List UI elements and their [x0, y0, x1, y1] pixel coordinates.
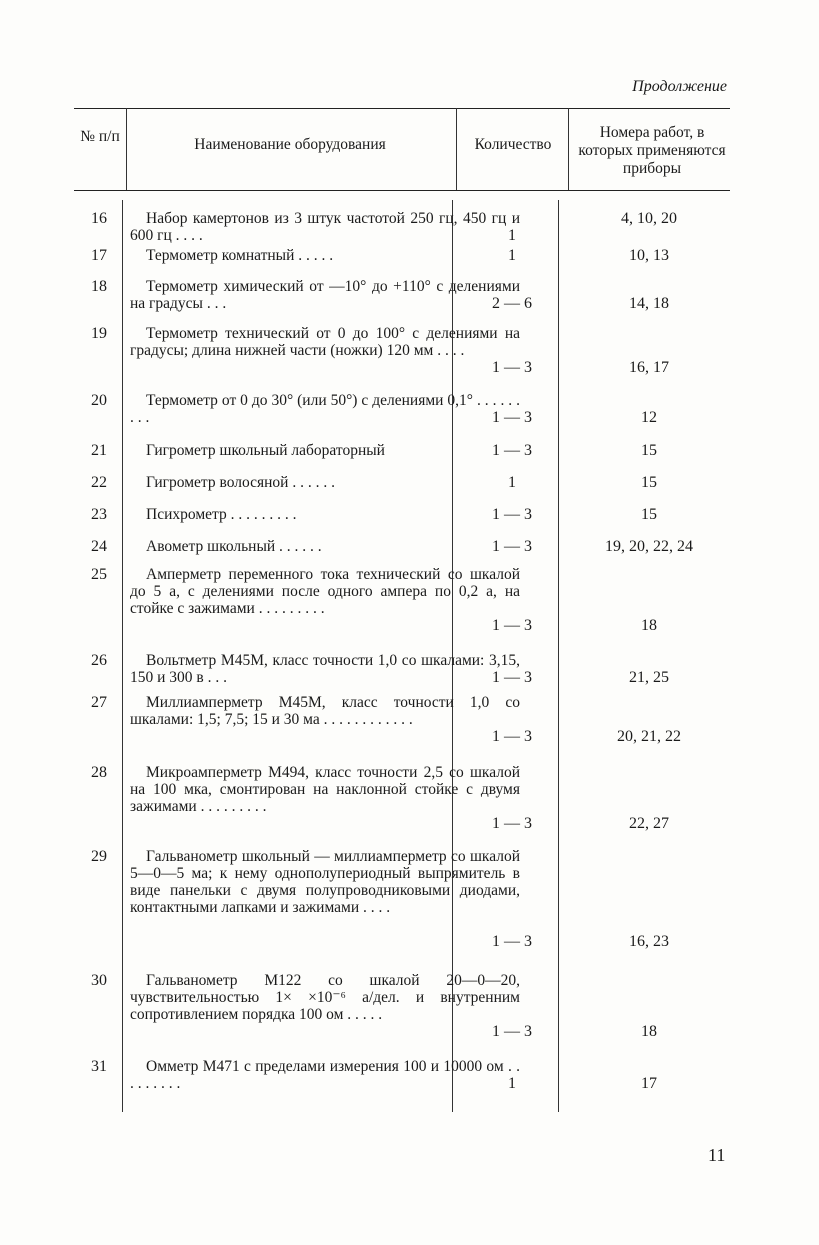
equipment-name — [130, 848, 520, 916]
header-qty: Количество — [474, 136, 552, 153]
header-divider-1 — [126, 108, 127, 190]
row-number: 19 — [91, 325, 107, 342]
work-numbers: 19, 20, 22, 24 — [605, 538, 693, 555]
equipment-name-text: Термометр комнатный . . . . . — [146, 247, 334, 264]
equipment-name-text: Термометр от 0 до 30° (или 50°) с делениями 0,1° . . . . . . . . . — [130, 392, 520, 426]
equipment-name-text: Гальванометр М122 со шкалой 20—0—20, чувствительностью 1× ×10⁻⁶ а/дел. и внутренним сопротивлением порядка 100 ом . . . . . — [130, 972, 520, 1023]
table-top-rule — [74, 108, 730, 109]
work-numbers: 18 — [641, 1023, 657, 1040]
work-numbers: 16, 23 — [629, 933, 669, 950]
row-number: 16 — [91, 210, 107, 227]
work-numbers: 15 — [641, 506, 657, 523]
equipment-name-text: Вольтметр М45М, класс точности 1,0 со шкалами: 3,15, 150 и 300 в . . . — [130, 652, 520, 686]
row-number: 24 — [91, 538, 107, 555]
quantity: 1 — 3 — [492, 669, 532, 686]
header-bottom-rule — [74, 190, 730, 191]
equipment-name-text: Психрометр . . . . . . . . . — [146, 506, 297, 523]
row-number: 26 — [91, 652, 107, 669]
equipment-name-text: Гигрометр школьный лабораторный — [146, 442, 385, 459]
equipment-name-text: Омметр М471 с пределами измерения 100 и 10000 ом . . . . . . . . . — [130, 1058, 520, 1092]
quantity: 1 — 3 — [492, 506, 532, 523]
work-numbers: 18 — [641, 617, 657, 634]
quantity: 1 — 3 — [492, 933, 532, 950]
equipment-name — [130, 325, 520, 359]
row-number: 27 — [91, 694, 107, 711]
work-numbers: 12 — [641, 409, 657, 426]
quantity: 1 — [508, 1075, 516, 1092]
quantity: 1 — 3 — [492, 617, 532, 634]
equipment-name — [130, 694, 520, 728]
header-name: Наименование оборудования — [194, 136, 386, 153]
equipment-name-text: Гигрометр волосяной . . . . . . — [146, 474, 335, 491]
header-num: № п/п — [80, 128, 120, 145]
quantity: 1 — 3 — [492, 442, 532, 459]
equipment-name-text: Термометр химический от —10° до +110° с делениями на градусы . . . — [130, 278, 520, 312]
quantity: 1 — 3 — [492, 728, 532, 745]
equipment-name — [130, 566, 520, 617]
work-numbers: 16, 17 — [629, 359, 669, 376]
continuation-label: Продолжение — [632, 78, 727, 95]
row-number: 29 — [91, 848, 107, 865]
quantity: 1 — 3 — [492, 815, 532, 832]
header-divider-2 — [456, 108, 457, 190]
work-numbers: 22, 27 — [629, 815, 669, 832]
work-numbers: 14, 18 — [629, 295, 669, 312]
equipment-name-text: Авометр школьный . . . . . . — [146, 538, 322, 555]
quantity: 1 — [508, 247, 516, 264]
work-numbers: 21, 25 — [629, 669, 669, 686]
equipment-name-text: Гальванометр школьный — миллиамперметр со шкалой 5—0—5 ма; к нему однополупериодный выпрямитель в виде панельки с двумя полупроводниковыми диодами, контактными лапками и зажимами . . . . — [130, 848, 520, 916]
work-numbers: 15 — [641, 474, 657, 491]
work-numbers: 10, 13 — [629, 247, 669, 264]
work-numbers: 17 — [641, 1075, 657, 1092]
work-numbers: 4, 10, 20 — [621, 210, 677, 227]
equipment-name-text: Миллиамперметр М45М, класс точности 1,0 со шкалами: 1,5; 7,5; 15 и 30 ма . . . . . . . . . . . . — [130, 694, 520, 728]
row-number: 18 — [91, 278, 107, 295]
equipment-name-text: Термометр технический от 0 до 100° с делениями на градусы; длина нижней части (ножки) 120 мм . . . . — [130, 325, 520, 359]
column-divider-3 — [558, 200, 559, 1112]
equipment-name — [130, 764, 520, 815]
row-number: 28 — [91, 764, 107, 781]
page-number: 11 — [708, 1145, 726, 1165]
row-number: 25 — [91, 566, 107, 583]
quantity: 2 — 6 — [492, 295, 532, 312]
work-numbers: 15 — [641, 442, 657, 459]
quantity: 1 — 3 — [492, 409, 532, 426]
quantity: 1 — 3 — [492, 538, 532, 555]
equipment-name-text: Микроамперметр М494, класс точности 2,5 со шкалой на 100 мка, смонтирован на наклонной стойке с двумя зажимами . . . . . . . . . — [130, 764, 520, 815]
quantity: 1 — [508, 227, 516, 244]
equipment-name-text: Амперметр переменного тока технический со шкалой до 5 а, с делениями после одного ампера по 0,2 а, на стойке с зажимами . . . . . . . . . — [130, 566, 520, 617]
row-number: 20 — [91, 392, 107, 409]
quantity: 1 — 3 — [492, 1023, 532, 1040]
row-number: 21 — [91, 442, 107, 459]
row-number: 17 — [91, 247, 107, 264]
row-number: 23 — [91, 506, 107, 523]
equipment-name — [130, 972, 520, 1023]
row-number: 22 — [91, 474, 107, 491]
row-number: 31 — [91, 1058, 107, 1075]
row-number: 30 — [91, 972, 107, 989]
quantity: 1 — [508, 474, 516, 491]
work-numbers: 20, 21, 22 — [617, 728, 681, 745]
header-works: Номера работ, в которых применяются приборы — [578, 124, 726, 177]
header-divider-3 — [568, 108, 569, 190]
equipment-name-text: Набор камертонов из 3 штук частотой 250 гц, 450 гц и 600 гц . . . . — [130, 210, 520, 244]
quantity: 1 — 3 — [492, 359, 532, 376]
